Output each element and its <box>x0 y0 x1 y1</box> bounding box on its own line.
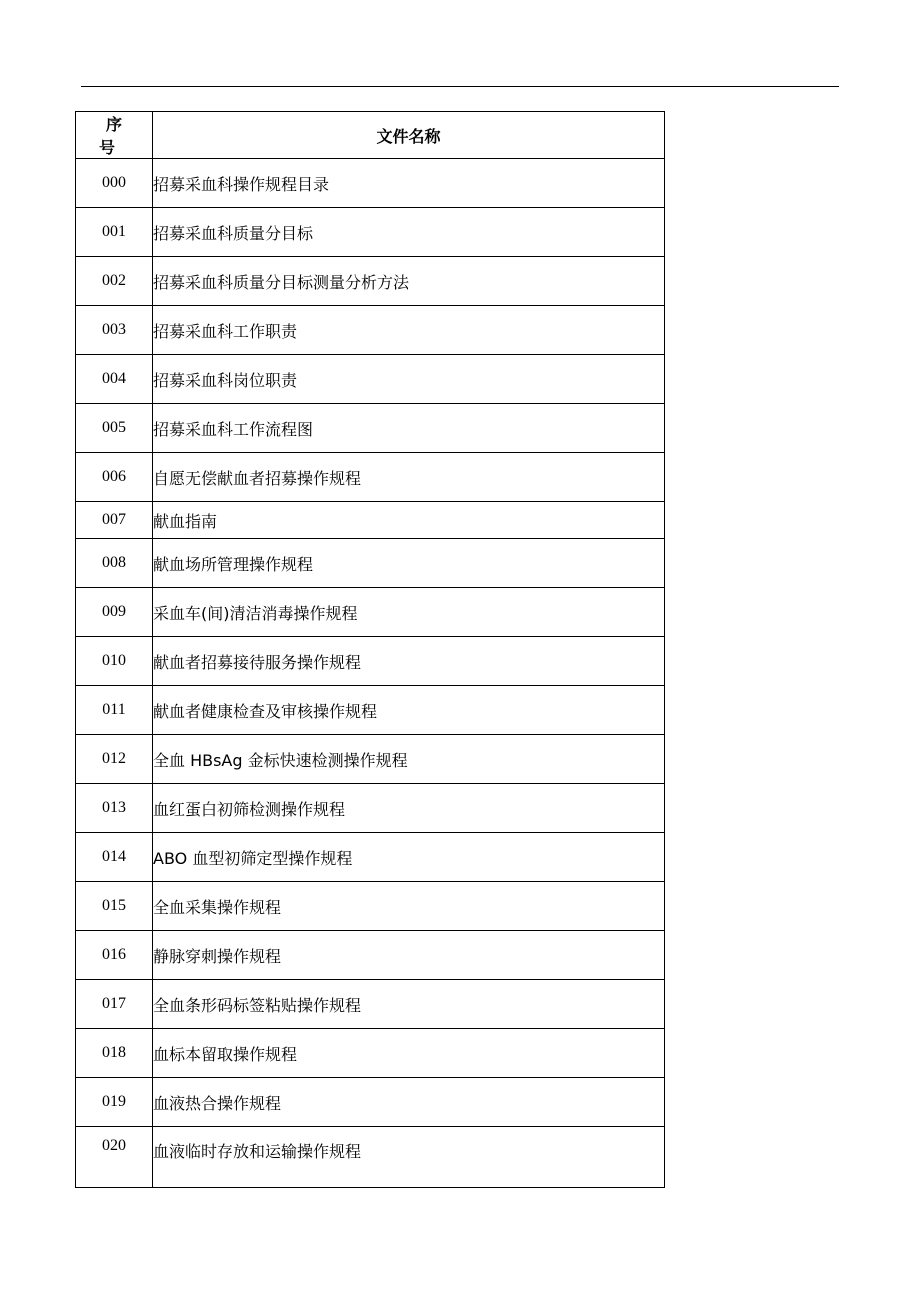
row-document-name: 血液热合操作规程 <box>153 1078 665 1127</box>
row-document-name: 血液临时存放和运输操作规程 <box>153 1127 665 1188</box>
row-number: 007 <box>76 502 153 539</box>
row-document-name: ABO 血型初筛定型操作规程 <box>153 833 665 882</box>
column-header-name: 文件名称 <box>153 112 665 159</box>
row-number: 014 <box>76 833 153 882</box>
table-row <box>76 502 665 539</box>
table-row <box>76 539 665 588</box>
row-number: 015 <box>76 882 153 931</box>
row-document-name: 招募采血科岗位职责 <box>153 355 665 404</box>
row-number: 006 <box>76 453 153 502</box>
row-document-name: 献血者健康检查及审核操作规程 <box>153 686 665 735</box>
table-row <box>76 306 665 355</box>
document-index-table <box>75 111 665 1188</box>
table-row <box>76 355 665 404</box>
row-document-name: 献血指南 <box>153 502 665 539</box>
row-document-name: 献血者招募接待服务操作规程 <box>153 637 665 686</box>
table-row <box>76 453 665 502</box>
row-number: 008 <box>76 539 153 588</box>
row-document-name: 自愿无偿献血者招募操作规程 <box>153 453 665 502</box>
row-number: 017 <box>76 980 153 1029</box>
row-document-name: 招募采血科工作流程图 <box>153 404 665 453</box>
column-header-number: 序 号 <box>76 112 153 159</box>
row-number: 004 <box>76 355 153 404</box>
table-row <box>76 159 665 208</box>
table-row <box>76 882 665 931</box>
row-document-name: 血标本留取操作规程 <box>153 1029 665 1078</box>
row-document-name: 招募采血科工作职责 <box>153 306 665 355</box>
row-document-name: 招募采血科质量分目标 <box>153 208 665 257</box>
table-row <box>76 784 665 833</box>
table-row <box>76 735 665 784</box>
row-number: 003 <box>76 306 153 355</box>
table-row <box>76 833 665 882</box>
row-number: 010 <box>76 637 153 686</box>
row-number: 000 <box>76 159 153 208</box>
table-row <box>76 931 665 980</box>
row-document-name: 献血场所管理操作规程 <box>153 539 665 588</box>
row-document-name: 静脉穿刺操作规程 <box>153 931 665 980</box>
row-number: 016 <box>76 931 153 980</box>
row-number: 011 <box>76 686 153 735</box>
table-row <box>76 404 665 453</box>
row-document-name: 招募采血科质量分目标测量分析方法 <box>153 257 665 306</box>
table-row <box>76 686 665 735</box>
table-row <box>76 257 665 306</box>
row-number: 018 <box>76 1029 153 1078</box>
header-rule <box>81 86 839 87</box>
row-number: 002 <box>76 257 153 306</box>
table-row <box>76 1029 665 1078</box>
row-document-name: 血红蛋白初筛检测操作规程 <box>153 784 665 833</box>
table-row <box>76 208 665 257</box>
row-number: 001 <box>76 208 153 257</box>
row-document-name: 招募采血科操作规程目录 <box>153 159 665 208</box>
row-number: 019 <box>76 1078 153 1127</box>
table-header-row <box>76 112 665 159</box>
table-row <box>76 588 665 637</box>
row-number: 013 <box>76 784 153 833</box>
row-document-name: 全血条形码标签粘贴操作规程 <box>153 980 665 1029</box>
row-number: 020 <box>76 1127 153 1188</box>
table-row <box>76 637 665 686</box>
table-row <box>76 1127 665 1188</box>
table-row <box>76 1078 665 1127</box>
row-number: 012 <box>76 735 153 784</box>
row-document-name: 全血 HBsAg 金标快速检测操作规程 <box>153 735 665 784</box>
row-number: 009 <box>76 588 153 637</box>
row-document-name: 全血采集操作规程 <box>153 882 665 931</box>
table-row <box>76 980 665 1029</box>
row-number: 005 <box>76 404 153 453</box>
row-document-name: 采血车(间)清洁消毒操作规程 <box>153 588 665 637</box>
